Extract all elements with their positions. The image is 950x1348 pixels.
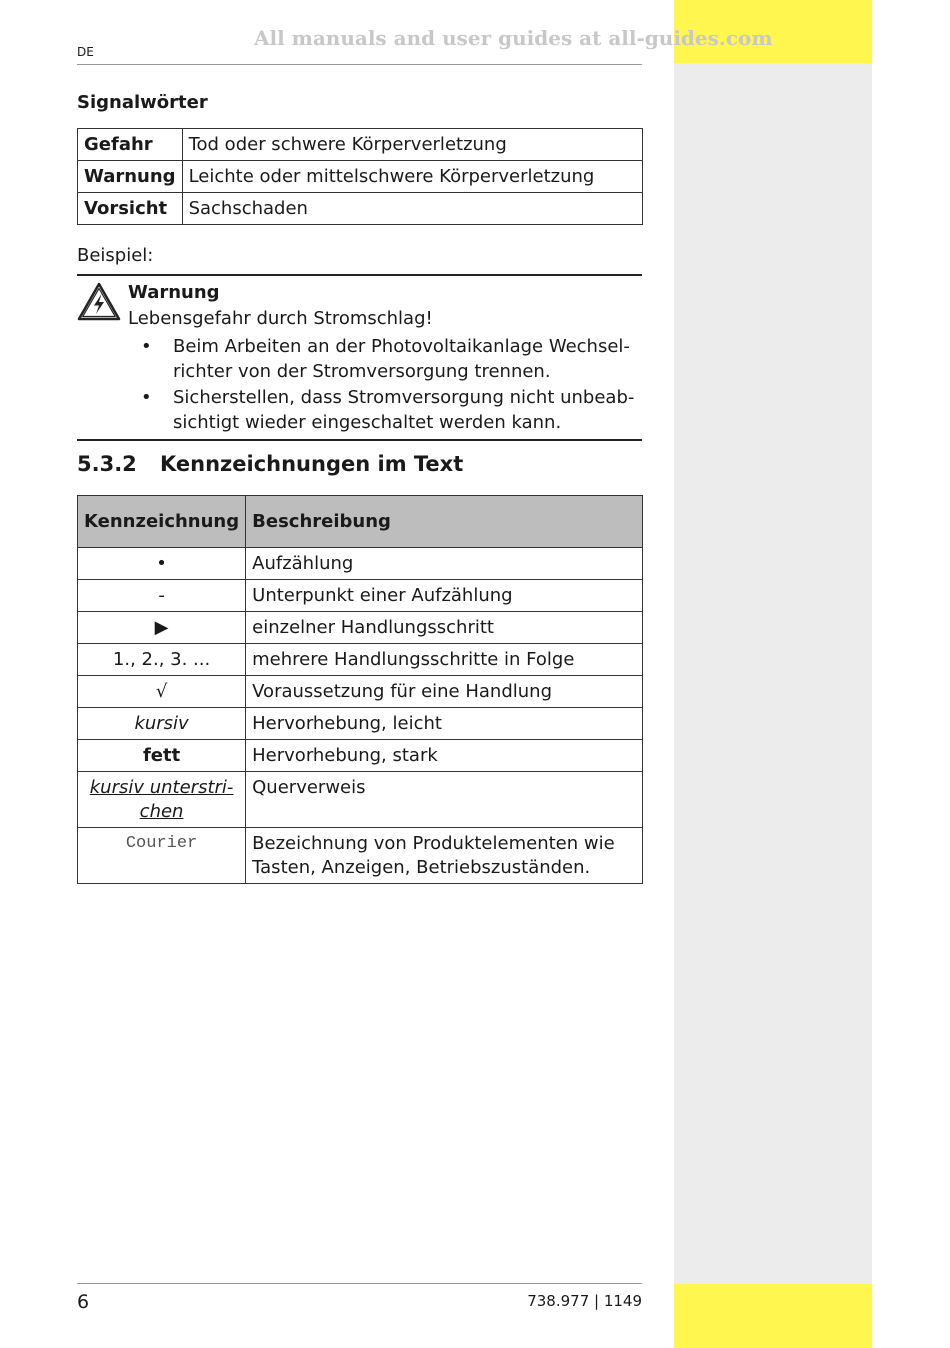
- marking-cell: ▶: [78, 612, 246, 644]
- marking-cell: -: [78, 580, 246, 612]
- description-cell: mehrere Handlungsschritte in Folge: [246, 644, 643, 676]
- section-title: Kennzeichnungen im Text: [160, 452, 464, 476]
- side-margin-panel: [674, 0, 872, 1348]
- column-header-marking: Kennzeichnung: [78, 496, 246, 548]
- marking-cell: √: [78, 676, 246, 708]
- table-row: [78, 740, 643, 772]
- language-label: DE: [77, 45, 94, 59]
- bullet-symbol: •: [141, 387, 152, 408]
- electric-hazard-warning-icon: [77, 282, 121, 322]
- warning-box: [77, 274, 642, 441]
- table-row: [78, 772, 643, 828]
- signalwords-heading: Signalwörter: [77, 92, 208, 113]
- table-row: [78, 548, 643, 580]
- list-item: [128, 385, 642, 435]
- signalword-term: Gefahr: [78, 129, 183, 161]
- bullet-symbol: •: [141, 336, 152, 357]
- table-row: [78, 161, 643, 193]
- signalword-description: Leichte oder mittelschwere Körperverletzung: [182, 161, 642, 193]
- marking-cell: 1., 2., 3. ...: [78, 644, 246, 676]
- table-row: [78, 612, 643, 644]
- bullet-text: Sicherstellen, dass Stromversorgung nicht unbeab-sichtigt wieder eingeschaltet werden kann.: [173, 387, 635, 433]
- signalwords-table: [77, 128, 643, 225]
- document-number: 738.977 | 1149: [527, 1292, 642, 1310]
- signalword-term: Vorsicht: [78, 193, 183, 225]
- table-row: [78, 828, 643, 884]
- table-row: [78, 708, 643, 740]
- description-cell: Aufzählung: [246, 548, 643, 580]
- section-heading: [77, 452, 463, 476]
- signalword-term: Warnung: [78, 161, 183, 193]
- description-cell: Unterpunkt einer Aufzählung: [246, 580, 643, 612]
- table-row: [78, 129, 643, 161]
- table-header-row: [78, 496, 643, 548]
- section-number: 5.3.2: [77, 452, 137, 476]
- description-cell: einzelner Handlungsschritt: [246, 612, 643, 644]
- list-item: [128, 334, 642, 384]
- marking-text: kursiv unterstri-chen: [89, 777, 234, 822]
- side-accent-bottom: [674, 1284, 872, 1348]
- description-cell: Querverweis: [246, 772, 643, 828]
- marking-cell: [78, 772, 246, 828]
- table-row: [78, 193, 643, 225]
- marking-cell: fett: [78, 740, 246, 772]
- watermark: All manuals and user guides at all-guides.com: [254, 26, 773, 50]
- marking-cell: Courier: [78, 828, 246, 884]
- description-cell: Hervorhebung, leicht: [246, 708, 643, 740]
- bullet-text: Beim Arbeiten an der Photovoltaikanlage Wechsel-richter von der Stromversorgung trennen.: [173, 336, 630, 382]
- marking-cell: kursiv: [78, 708, 246, 740]
- header-divider: [77, 64, 642, 65]
- page-number: 6: [77, 1291, 90, 1313]
- marking-cell: •: [78, 548, 246, 580]
- warning-text: Lebensgefahr durch Stromschlag!: [128, 308, 433, 329]
- description-cell: Voraussetzung für eine Handlung: [246, 676, 643, 708]
- footer-divider: [77, 1283, 642, 1284]
- signalword-description: Tod oder schwere Körperverletzung: [182, 129, 642, 161]
- example-label: Beispiel:: [77, 245, 154, 266]
- warning-title: Warnung: [128, 282, 220, 303]
- table-row: [78, 676, 643, 708]
- description-cell: Hervorhebung, stark: [246, 740, 643, 772]
- description-cell: Bezeichnung von Produktelementen wie Tasten, Anzeigen, Betriebszuständen.: [246, 828, 643, 884]
- column-header-description: Beschreibung: [246, 496, 643, 548]
- warning-bullet-list: [128, 334, 642, 436]
- table-row: [78, 580, 643, 612]
- table-row: [78, 644, 643, 676]
- signalword-description: Sachschaden: [182, 193, 642, 225]
- markings-table: [77, 495, 643, 884]
